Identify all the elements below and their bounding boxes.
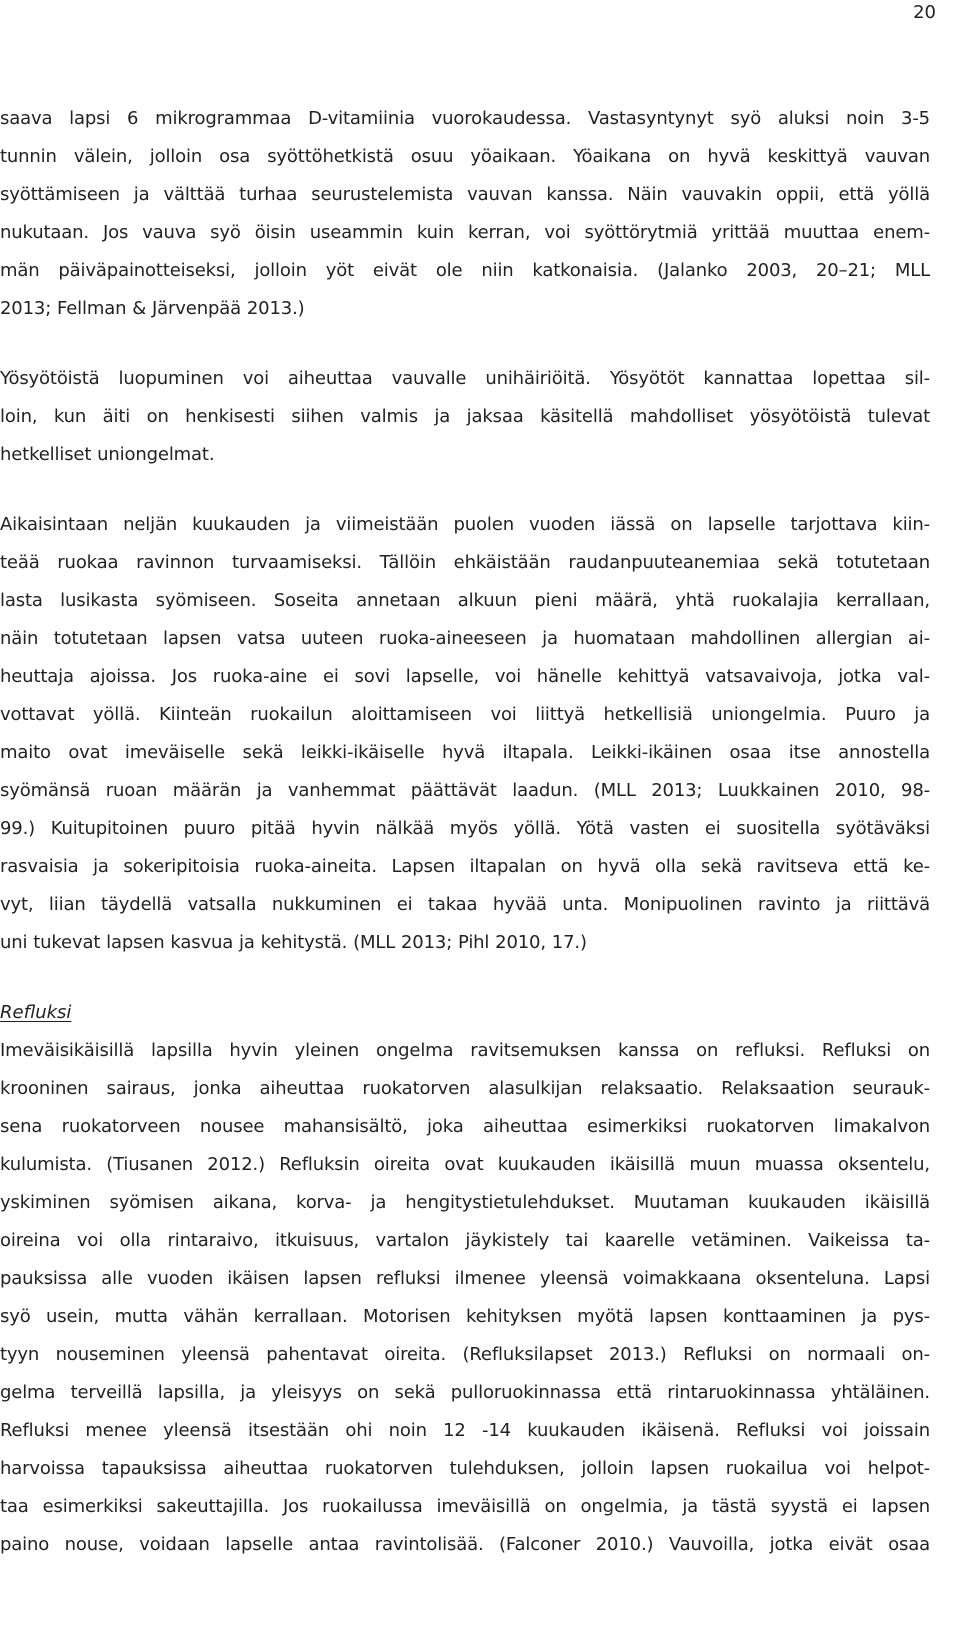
text-line: paino nouse, voidaan lapselle antaa ravintolisää. (Falconer 2010.) Vauvoilla, jotka eivät osaa xyxy=(0,1534,930,1555)
text-line: taa esimerkiksi sakeuttajilla. Jos ruokailussa imeväisillä on ongelmia, ja tästä syystä ei lapsen xyxy=(0,1496,930,1517)
text-line: lasta lusikasta syömiseen. Soseita annetaan alkuun pieni määrä, yhtä ruokalajia kerrallaan, xyxy=(0,590,930,611)
text-line: heuttaja ajoissa. Jos ruoka-aine ei sovi lapselle, voi hänelle kehittyä vatsavaivoja, jotka val- xyxy=(0,666,930,687)
text-line: teää ruokaa ravinnon turvaamiseksi. Tällöin ehkäistään raudanpuuteanemiaa sekä totutetaan xyxy=(0,552,930,573)
text-line: Imeväisikäisillä lapsilla hyvin yleinen ongelma ravitsemuksen kanssa on refluksi. Refluksi on xyxy=(0,1040,930,1061)
text-line: Refluksi menee yleensä itsestään ohi noin 12 -14 kuukauden ikäisenä. Refluksi voi joissain xyxy=(0,1420,930,1441)
text-line: vyt, liian täydellä vatsalla nukkuminen ei takaa hyvää unta. Monipuolinen ravinto ja riittävä xyxy=(0,894,930,915)
text-line: pauksissa alle vuoden ikäisen lapsen refluksi ilmenee yleensä voimakkaana oksenteluna. Lapsi xyxy=(0,1268,930,1289)
text-line: uni tukevat lapsen kasvua ja kehitystä. (MLL 2013; Pihl 2010, 17.) xyxy=(0,932,587,953)
text-line: rasvaisia ja sokeripitoisia ruoka-aineita. Lapsen iltapalan on hyvä olla sekä ravitseva että ke- xyxy=(0,856,930,877)
text-line: nukutaan. Jos vauva syö öisin useammin kuin kerran, voi syöttörytmiä yrittää muuttaa enem- xyxy=(0,222,930,243)
text-line: tyyn nouseminen yleensä pahentavat oireita. (Refluksilapset 2013.) Refluksi on normaali on- xyxy=(0,1344,930,1365)
text-line: Yösyötöistä luopuminen voi aiheuttaa vauvalle unihäiriöitä. Yösyötöt kannattaa lopettaa sil- xyxy=(0,368,930,389)
paragraph-reflux xyxy=(0,1032,930,1564)
text-line: syö usein, mutta vähän kerrallaan. Motorisen kehityksen myötä lapsen konttaaminen ja pys- xyxy=(0,1306,930,1327)
paragraph-stopping-night-feeds xyxy=(0,360,930,474)
paragraph-vitamin-night-feeding xyxy=(0,100,930,328)
page-number: 20 xyxy=(913,2,936,23)
document-body xyxy=(0,100,930,1564)
text-line: harvoissa tapauksissa aiheuttaa ruokatorven tulehduksen, jolloin lapsen ruokailua voi helpot- xyxy=(0,1458,930,1479)
section-heading-refluksi: Refluksi xyxy=(0,1002,72,1023)
text-line: 2013; Fellman & Järvenpää 2013.) xyxy=(0,298,305,319)
text-line: Aikaisintaan neljän kuukauden ja viimeistään puolen vuoden iässä on lapselle tarjottava kiin- xyxy=(0,514,930,535)
text-line: maito ovat imeväiselle sekä leikki-ikäiselle hyvä iltapala. Leikki-ikäinen osaa itse annostella xyxy=(0,742,930,763)
text-line: kulumista. (Tiusanen 2012.) Refluksin oireita ovat kuukauden ikäisillä muun muassa oksentelu, xyxy=(0,1154,930,1175)
text-line: saava lapsi 6 mikrogrammaa D-vitamiinia vuorokaudessa. Vastasyntynyt syö aluksi noin 3-5 xyxy=(0,108,930,129)
text-line: tunnin välein, jolloin osa syöttöhetkistä osuu yöaikaan. Yöaikana on hyvä keskittyä vauvan xyxy=(0,146,930,167)
text-line: loin, kun äiti on henkisesti siihen valmis ja jaksaa käsitellä mahdolliset yösyötöistä tulevat xyxy=(0,406,930,427)
text-line: män päiväpainotteiseksi, jolloin yöt eivät ole niin katkonaisia. (Jalanko 2003, 20–21; MLL xyxy=(0,260,930,281)
text-line: gelma terveillä lapsilla, ja yleisyys on sekä pulloruokinnassa että rintaruokinnassa yhtäläinen. xyxy=(0,1382,930,1403)
text-line: syöttämiseen ja välttää turhaa seurustelemista vauvan kanssa. Näin vauvakin oppii, että yöllä xyxy=(0,184,930,205)
text-line: oireina voi olla rintaraivo, itkuisuus, vartalon jäykistely tai kaarelle vetäminen. Vaikeissa ta- xyxy=(0,1230,930,1251)
text-line: 99.) Kuitupitoinen puuro pitää hyvin nälkää myös yöllä. Yötä vasten ei suositella syötäväksi xyxy=(0,818,930,839)
text-line: syömänsä ruoan määrän ja vanhemmat päättävät laadun. (MLL 2013; Luukkainen 2010, 98- xyxy=(0,780,930,801)
text-line: yskiminen syömisen aikana, korva- ja hengitystietulehdukset. Muutaman kuukauden ikäisillä xyxy=(0,1192,930,1213)
paragraph-solid-food xyxy=(0,506,930,962)
text-line: vottavat yöllä. Kiinteän ruokailun aloittamiseen voi liittyä hetkellisiä uniongelmia. Puuro ja xyxy=(0,704,930,725)
text-line: näin totutetaan lapsen vatsa uuteen ruoka-aineeseen ja huomataan mahdollinen allergian ai- xyxy=(0,628,930,649)
text-line: sena ruokatorveen nousee mahansisältö, joka aiheuttaa esimerkiksi ruokatorven limakalvon xyxy=(0,1116,930,1137)
text-line: hetkelliset uniongelmat. xyxy=(0,444,215,465)
text-line: krooninen sairaus, jonka aiheuttaa ruokatorven alasulkijan relaksaatio. Relaksaation seurauk- xyxy=(0,1078,930,1099)
